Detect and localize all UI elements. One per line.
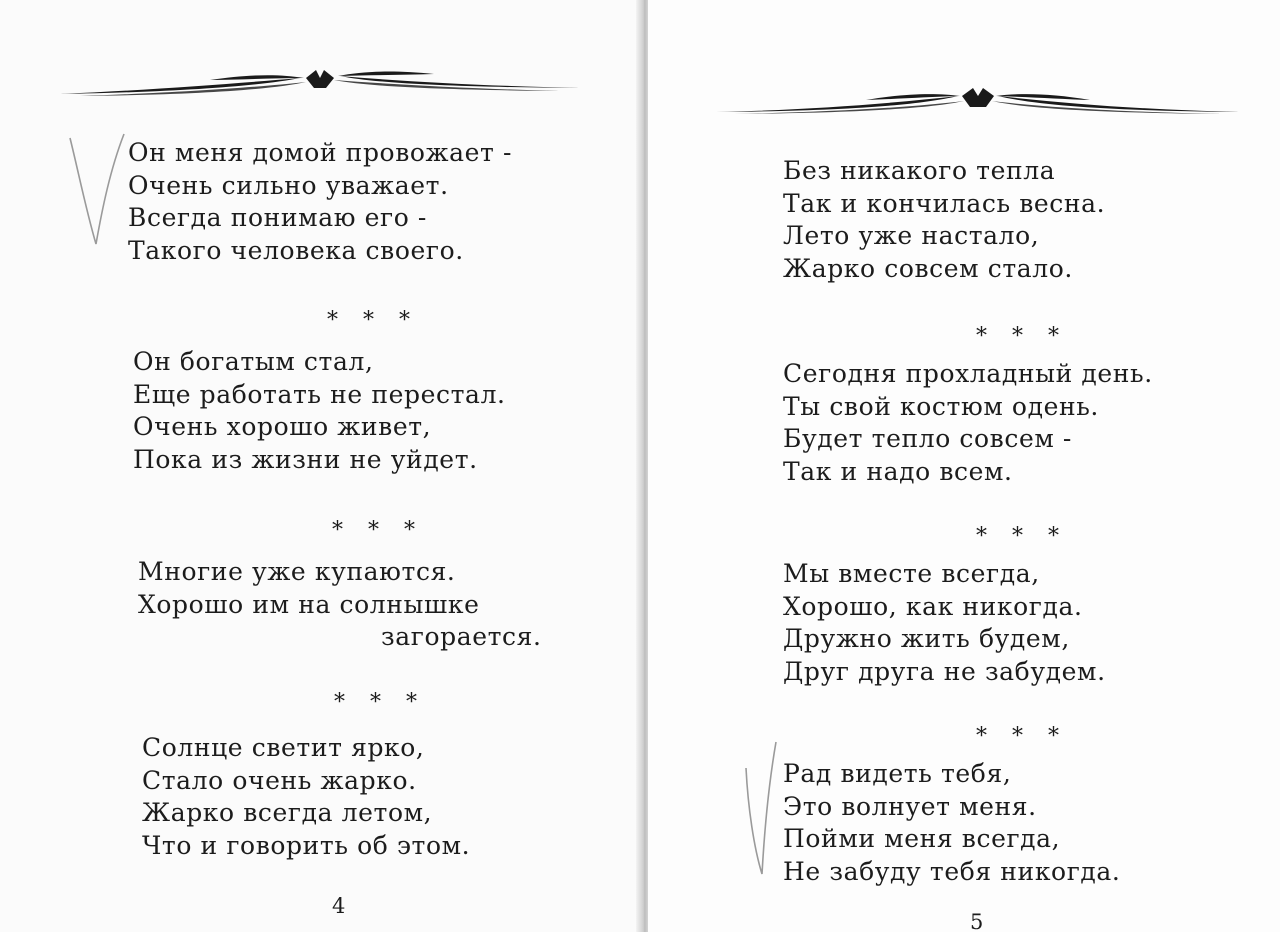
stanza-separator: * * * [976,324,1068,349]
poem-stanza [133,346,506,476]
poem-line: Сегодня прохладный день. [783,359,1153,388]
poem-line: Пока из жизни не уйдет. [133,444,478,474]
poem-line: Рад видеть тебя, [783,759,1012,788]
page-header-ornament [60,66,580,100]
poem-line: Всегда понимаю его - [128,203,427,232]
poem-line: Жарко всегда летом, [142,798,433,827]
poem-stanza [138,556,542,654]
poem-stanza [128,137,512,267]
poem-line: Лето уже настало, [783,221,1040,250]
poem-line: Хорошо, как никогда. [783,591,1083,621]
poem-line: Солнце светит ярко, [142,733,425,762]
poem-stanza [783,558,1106,688]
poem-line: Дружно жить будем, [783,624,1070,653]
poem-stanza [783,758,1120,888]
page-number: 4 [332,894,346,918]
stanza-separator: * * * [332,518,424,543]
pencil-checkmark-icon [740,738,780,882]
pencil-checkmark-icon [66,130,126,254]
poem-line: Так и кончилась весна. [783,188,1106,218]
page-header-ornament [716,84,1240,118]
poem-line: Ты свой костюм одень. [783,391,1099,421]
poem-line: Так и надо всем. [783,456,1013,486]
poem-stanza [783,358,1153,488]
poem-line: Жарко совсем стало. [783,253,1073,283]
poem-line: Хорошо им на солнышке [138,589,480,619]
right-page [648,0,1280,932]
poem-line: Стало очень жарко. [142,765,417,795]
poem-line: Без никакого тепла [783,156,1056,185]
page-number: 5 [970,910,984,932]
poem-line: Он богатым стал, [133,347,374,376]
poem-stanza [783,155,1105,285]
poem-line: Очень сильно уважает. [128,170,449,200]
poem-line: Это волнует меня. [783,791,1037,821]
poem-line: Мы вместе всегда, [783,559,1040,588]
poem-line: Он меня домой провожает - [128,138,513,167]
poem-line: Что и говорить об этом. [142,830,471,860]
poem-line: Такого человека своего. [128,235,464,265]
poem-line: Пойми меня всегда, [783,824,1061,853]
stanza-separator: * * * [334,690,426,715]
poem-line: Будет тепло совсем - [783,424,1072,453]
poem-line: загорается. [381,622,542,651]
poem-line: Очень хорошо живет, [133,412,432,441]
stanza-separator: * * * [327,308,419,333]
poem-stanza [142,732,470,862]
stanza-separator: * * * [976,724,1068,749]
poem-line: Еще работать не перестал. [133,379,506,409]
poem-line: Друг друга не забудем. [783,656,1106,686]
poem-line: Многие уже купаются. [138,557,456,586]
stanza-separator: * * * [976,524,1068,549]
poem-line: Не забуду тебя никогда. [783,856,1121,886]
